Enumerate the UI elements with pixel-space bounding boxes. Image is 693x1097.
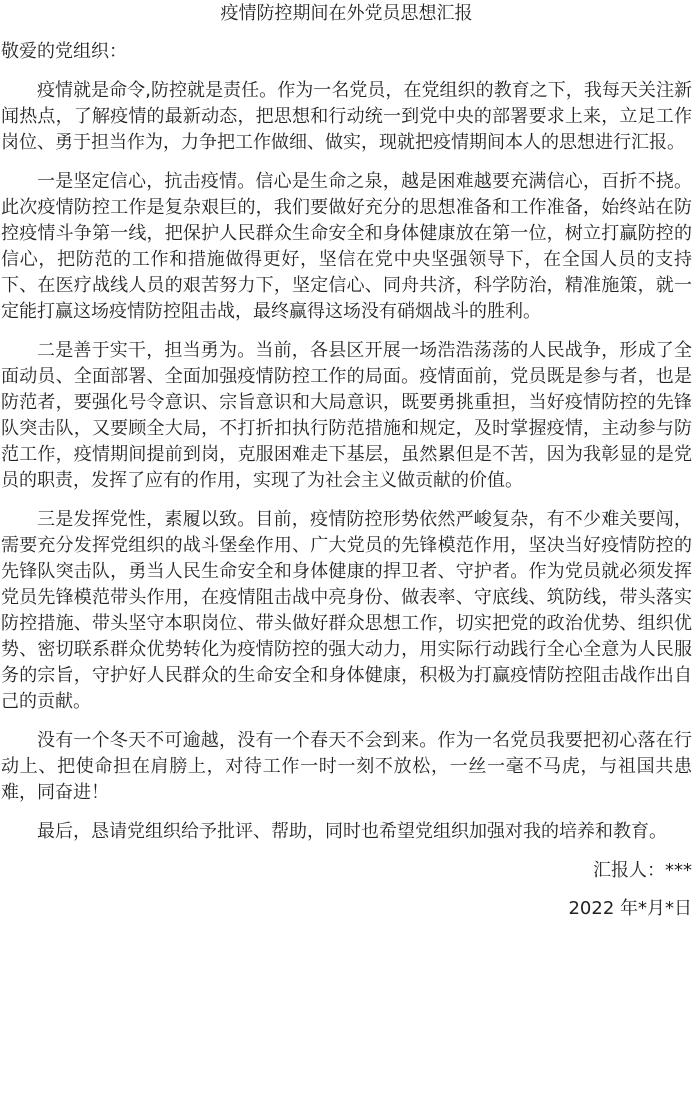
- report-date: 2022 年*月*日: [568, 898, 692, 919]
- paragraph-party-spirit: 三是发挥党性，素履以致。目前，疫情防控形势依然严峻复杂，有不少难关要闯，需要充分发挥党组织的战斗堡垒作用、广大党员的先锋模范作用，坚决当好疫情防控的先锋队突击队，勇当人民生命安全和身体健康的捍卫者、守护者。作为党员就必须发挥党员先锋模范带头作用，在疫情阻击战中亮身份、做表率、守底线、筑防线，带头落实防控措施、带头坚守本职岗位、带头做好群众思想工作，切实把党的政治优势、组织优势、密切联系群众优势转化为疫情防控的强大动力，用实际行动践行全心全意为人民服务的宗旨，守护好人民群众的生命安全和身体健康，积极为打赢疫情防控阻击战作出自己的贡献。: [1, 509, 692, 712]
- paragraph-resolve: 没有一个冬天不可逾越，没有一个春天不会到来。作为一名党员我要把初心落在行动上、把使命担在肩膀上，对待工作一时一刻不放松，一丝一毫不马虎，与祖国共患难，同奋进！: [1, 730, 692, 803]
- paragraph-closing: 最后，恳请党组织给予批评、帮助，同时也希望党组织加强对我的培养和教育。: [37, 821, 667, 842]
- salutation: 敬爱的党组织：: [1, 41, 127, 62]
- signature: 汇报人：***: [593, 860, 692, 881]
- paragraph-action: 二是善于实干，担当勇为。当前，各县区开展一场浩浩荡荡的人民战争，形成了全面动员、全面部署、全面加强疫情防控工作的局面。疫情面前，党员既是参与者，也是防范者，要强化号令意识、宗旨意识和大局意识，既要勇挑重担，当好疫情防控的先锋队突击队，又要顾全大局，不打折扣执行防范措施和规定，及时掌握疫情，主动参与防范工作，疫情期间提前到岗，克服困难走下基层，虽然累但是不苦，因为我彰显的是党员的职责，发挥了应有的作用，实现了为社会主义做贡献的价值。: [1, 340, 692, 491]
- paragraph-confidence: 一是坚定信心，抗击疫情。信心是生命之泉，越是困难越要充满信心，百折不挠。此次疫情防控工作是复杂艰巨的，我们要做好充分的思想准备和工作准备，始终站在防控疫情斗争第一线，把保护人民群众生命安全和身体健康放在第一位，树立打赢防控的信心，把防范的工作和措施做得更好，坚信在党中央坚强领导下，在全国人员的支持下、在医疗战线人员的艰苦努力下，坚定信心、同舟共济，科学防治，精准施策，就一定能打赢这场疫情防控阻击战，最终赢得这场没有硝烟战斗的胜利。: [1, 171, 692, 322]
- document-title: 疫情防控期间在外党员思想汇报: [220, 3, 473, 24]
- paragraph-intro: 疫情就是命令,防控就是责任。作为一名党员，在党组织的教育之下，我每天关注新闻热点，了解疫情的最新动态，把思想和行动统一到党中央的部署要求上来，立足工作岗位、勇于担当作为，力争把工作做细、做实，现就把疫情期间本人的思想进行汇报。: [1, 80, 692, 153]
